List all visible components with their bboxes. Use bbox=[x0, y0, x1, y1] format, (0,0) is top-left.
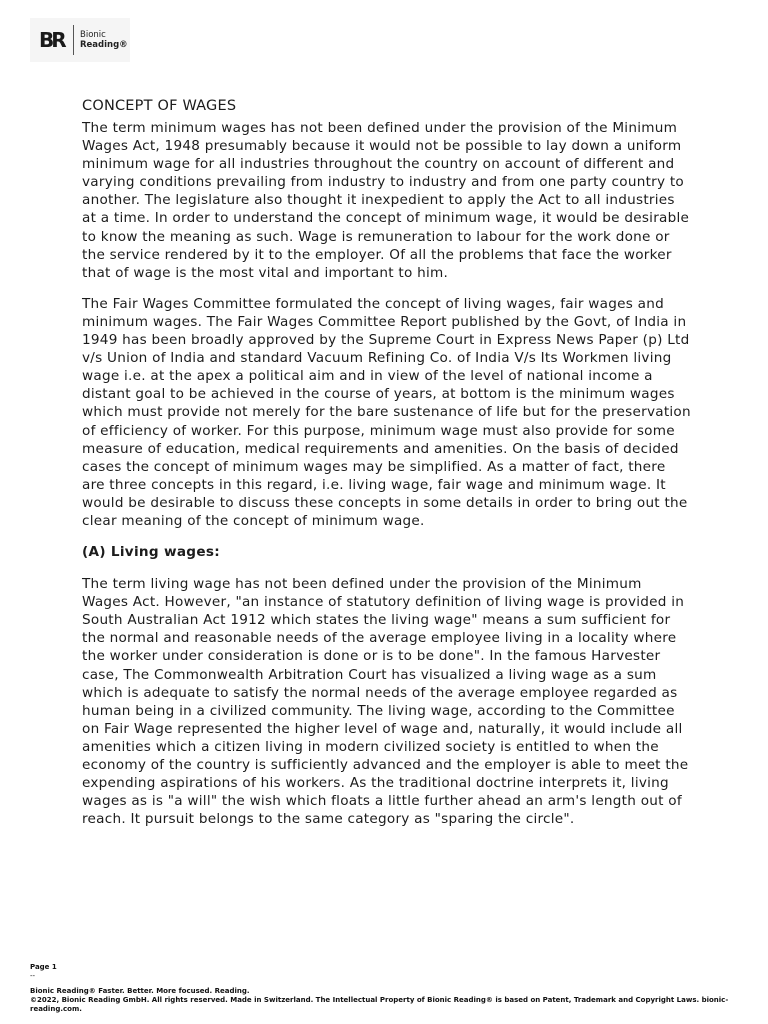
footer-separator: -- bbox=[30, 972, 36, 980]
document-heading: CONCEPT OF WAGES bbox=[82, 98, 237, 114]
section-subheading: (A) Living wages: bbox=[82, 544, 220, 561]
logo-divider bbox=[73, 25, 74, 55]
page-footer bbox=[30, 963, 768, 1014]
logo-line-1: Bionic bbox=[80, 30, 106, 40]
document-body bbox=[82, 98, 692, 841]
paragraph-3: The term living wage has not been defined under the provision of the Minimum Wages Act. However, "an instance of statutory definition of living wage is provided in South Australian Act 1912 which states the living wage" means a sum sufficient for the normal and reasonable needs of the average employee living in a locality where the worker under consideration is done or is to be done". In the famous Harvester case, The Commonwealth Arbitration Court has visualized a living wage as a sum which is adequate to satisfy the normal needs of the average employee regarded as human being in a civilized community. The living wage, according to the Committee on Fair Wage represented the higher level of wage and, naturally, it would include all amenities which a citizen living in modern civilized society is entitled to when the economy of the country is sufficiently advanced and the employer is able to meet the expending aspirations of his workers. As the traditional doctrine interprets it, living wages as is "a will" the wish which floats a little further ahead an arm's length out of reach. It pursuit belongs to the same category as "sparing the circle". bbox=[82, 576, 689, 828]
footer-copyright: ©2022, Bionic Reading GmbH. All rights reserved. Made in Switzerland. The Intellectual Property of Bionic Reading® is based on Patent, Trademark and Copyright Laws. bionic-reading.com. bbox=[30, 996, 729, 1013]
bionic-reading-logo bbox=[30, 18, 130, 62]
logo-wordmark bbox=[80, 30, 128, 50]
paragraph-1: The term minimum wages has not been defined under the provision of the Minimum Wages Act, 1948 presumably because it would not be possible to lay down a uniform minimum wage for all industries throughout the country on account of different and varying conditions prevailing from industry to industry and from one party country to another. The legislature also thought it inexpedient to apply the Act to all industries at a time. In order to understand the concept of minimum wage, it would be desirable to know the meaning as such. Wage is remuneration to labour for the work done or the service rendered by it to the employer. Of all the problems that face the worker that of wage is the most vital and important to him. bbox=[82, 120, 690, 281]
footer-tagline: Bionic Reading® Faster. Better. More focused. Reading. bbox=[30, 987, 250, 995]
page-number: Page 1 bbox=[30, 963, 57, 971]
paragraph-2: The Fair Wages Committee formulated the concept of living wages, fair wages and minimum wages. The Fair Wages Committee Report published by the Govt, of India in 1949 has been broadly approved by the Supreme Court in Express News Paper (p) Ltd v/s Union of India and standard Vacuum Refining Co. of India V/s Its Workmen living wage i.e. at the apex a political aim and in view of the level of national income a distant goal to be achieved in the course of years, at bottom is the minimum wages which must provide not merely for the bare sustenance of life but for the preservation of efficiency of worker. For this purpose, minimum wage must also provide for some measure of education, medical requirements and amenities. On the basis of decided cases the concept of minimum wages may be simplified. As a matter of fact, there are three concepts in this regard, i.e. living wage, fair wage and minimum wage. It would be desirable to discuss these concepts in some details in order to bring out the clear meaning of the concept of minimum wage. bbox=[82, 295, 691, 529]
logo-line-2: Reading® bbox=[80, 40, 128, 50]
logo-mark: BR bbox=[39, 28, 64, 52]
